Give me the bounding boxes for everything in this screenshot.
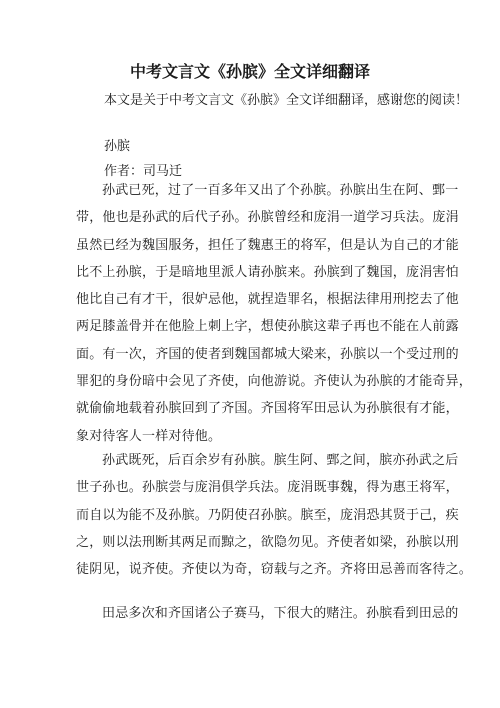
document-title: 中考文言文《孙膑》全文详细翻译 [129,62,370,81]
paragraph-line: 面。有一次，齐国的使者到魏国都城大梁来，孙膑以一个受过刑的 [76,346,459,362]
paragraph-line: 带，他也是孙武的后代子孙。孙膑曾经和庞涓一道学习兵法。庞涓 [76,210,459,226]
paragraph-line: 他比自己有才干，很妒忌他，就捏造罪名，根据法律用刑挖去了他 [76,292,459,308]
paragraph-line: 罪犯的身份暗中会见了齐使，向他游说。齐使认为孙膑的才能奇异， [76,374,473,390]
paragraph-translation-2 [76,600,459,627]
paragraph-line: 田忌多次和齐国诸公子赛马，下很大的赌注。孙膑看到田忌的 [102,606,459,621]
author-line: 作者：司马迁 [104,164,183,179]
paragraph-line: 两足膝盖骨并在他脸上刺上字，想使孙膑这辈子再也不能在人前露 [76,319,459,335]
paragraph-line: 比不上孙膑，于是暗地里派人请孙膑来。孙膑到了魏国，庞涓害怕 [76,264,459,280]
paragraph-line: 世子孙也。孙膑尝与庞涓俱学兵法。庞涓既事魏，得为惠王将军， [76,480,459,496]
paragraph-line: 虽然已经为魏国服务，担任了魏惠王的将军，但是认为自己的才能 [76,237,459,253]
paragraph-line: 孙武已死，过了一百多年又出了个孙膑。孙膑出生在阿、鄄一 [102,183,459,198]
intro-text: 本文是关于中考文言文《孙膑》全文详细翻译，感谢您的阅读！ [104,93,469,108]
paragraph-line: 徒阴见，说齐使。齐使以为奇，窃载与之齐。齐将田忌善而客待之。 [76,562,473,578]
paragraph-line: 而自以为能不及孙膑。乃阴使召孙膑。膑至，庞涓恐其贤于己，疾 [76,507,459,523]
paragraph-line: 就偷偷地载着孙膑回到了齐国。齐国将军田忌认为孙膑很有才能， [76,401,459,417]
piece-title: 孙膑 [104,139,131,154]
paragraph-line: 孙武既死，后百余岁有孙膑。膑生阿、鄄之间，膑亦孙武之后 [102,453,459,468]
paragraph-original [76,447,473,583]
paragraph-line: 之，则以法刑断其两足而黥之，欲隐勿见。齐使者如梁，孙膑以刑 [76,534,459,550]
paragraph-line: 象对待客人一样对待他。 [76,428,222,444]
paragraph-translation [76,177,473,450]
